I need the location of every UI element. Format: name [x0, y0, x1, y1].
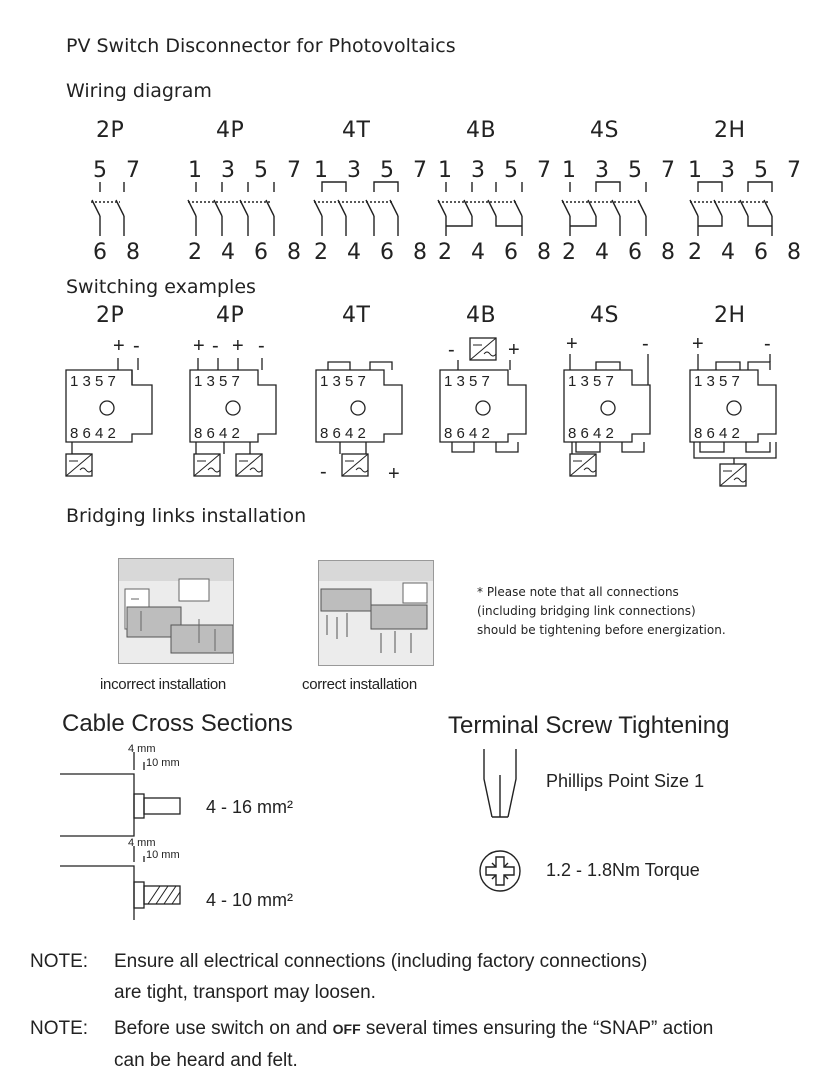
sign-minus-4p-2: -	[258, 335, 265, 357]
sign-plus-4p-2: +	[232, 335, 244, 357]
wiring-bottom-4t: 2 4 6 8	[314, 240, 433, 265]
note-2-label: NOTE:	[30, 1018, 89, 1039]
sign-minus-2p: -	[133, 335, 140, 357]
incorrect-installation-caption: incorrect installation	[100, 676, 226, 693]
screw-heading: Terminal Screw Tightening	[448, 712, 730, 739]
wiring-bottom-2p: 6 8	[93, 240, 146, 265]
switching-label-4t: 4T	[342, 303, 371, 328]
dim-10mm-top: 10 mm	[146, 757, 180, 769]
bridging-note-line-1: * Please note that all connections	[477, 585, 679, 599]
wiring-top-4s: 1 3 5 7	[562, 158, 681, 183]
box-bottom-4s: 8 6 4 2	[568, 425, 614, 442]
box-bottom-2h: 8 6 4 2	[694, 425, 740, 442]
cable-spec-1: 4 - 16 mm²	[206, 797, 294, 817]
wiring-bottom-2h: 2 4 6 8	[688, 240, 807, 265]
bridging-note-line-3: should be tightening before energization.	[477, 623, 726, 637]
switch-boxes	[66, 362, 776, 464]
sign-minus-4t: -	[320, 461, 327, 483]
wiring-switch-symbols	[0, 180, 828, 240]
sign-plus-4s: +	[566, 333, 578, 355]
incorrect-installation-photo	[118, 558, 234, 664]
box-top-2h: 1 3 5 7	[694, 373, 740, 390]
sign-plus-4b: +	[508, 339, 520, 361]
switching-label-2h: 2H	[714, 303, 746, 328]
box-top-4s: 1 3 5 7	[568, 373, 614, 390]
box-bottom-2p: 8 6 4 2	[70, 425, 116, 442]
cable-spec-2: 4 - 10 mm²	[206, 890, 294, 910]
page-title: PV Switch Disconnector for Photovoltaics	[66, 35, 456, 57]
note-1-body	[114, 946, 647, 1008]
switching-label-4b: 4B	[466, 303, 497, 328]
note-2	[30, 1013, 88, 1044]
wiring-label-2p: 2P	[96, 118, 125, 143]
wiring-label-4b: 4B	[466, 118, 497, 143]
wiring-heading: Wiring diagram	[66, 80, 212, 102]
screw-diagram	[470, 745, 530, 905]
switch-2p	[91, 182, 124, 236]
wiring-top-4p: 1 3 5 7	[188, 158, 307, 183]
cable-heading: Cable Cross Sections	[62, 710, 293, 737]
switching-heading: Switching examples	[66, 276, 256, 298]
bridging-heading: Bridging links installation	[66, 505, 307, 527]
switch-4p	[188, 182, 274, 236]
wiring-bottom-4b: 2 4 6 8	[438, 240, 557, 265]
box-bottom-4p: 8 6 4 2	[194, 425, 240, 442]
phillips-screwdriver-icon	[484, 749, 516, 817]
wiring-top-2p: 5 7	[93, 158, 146, 183]
box-top-4p: 1 3 5 7	[194, 373, 240, 390]
sign-minus-4p-1: -	[212, 335, 219, 357]
sign-minus-4b: -	[448, 339, 455, 361]
wiring-bottom-4p: 2 4 6 8	[188, 240, 307, 265]
torque-text: 1.2 - 1.8Nm Torque	[546, 860, 700, 880]
switch-4s	[562, 182, 646, 236]
correct-installation-photo	[318, 560, 434, 666]
sign-plus-2h: +	[692, 333, 704, 355]
note-1-label: NOTE:	[30, 951, 89, 972]
note-1	[30, 946, 88, 977]
bridging-note	[477, 583, 726, 640]
pv-panel-icons	[66, 338, 746, 486]
sign-minus-2h: -	[764, 333, 771, 355]
wiring-label-4s: 4S	[590, 118, 619, 143]
sign-plus-2p: +	[113, 335, 125, 357]
phillips-size-text: Phillips Point Size 1	[546, 771, 705, 791]
switching-label-4s: 4S	[590, 303, 619, 328]
sign-plus-4t: +	[388, 463, 400, 485]
wiring-label-2h: 2H	[714, 118, 746, 143]
note-2-body	[114, 1013, 713, 1076]
note-1-line-2: are tight, transport may loosen.	[114, 982, 376, 1003]
switching-label-2p: 2P	[96, 303, 125, 328]
switch-2h	[690, 182, 772, 236]
phillips-screw-head-icon	[480, 851, 520, 891]
sign-plus-4p-1: +	[193, 335, 205, 357]
wiring-top-4b: 1 3 5 7	[438, 158, 557, 183]
note-2-line-2: can be heard and felt.	[114, 1050, 298, 1071]
off-keyword: OFF	[332, 1021, 361, 1037]
note-2-line-1-a: Before use switch on and	[114, 1018, 328, 1039]
bridging-note-line-2: (including bridging link connections)	[477, 604, 696, 618]
switching-label-4p: 4P	[216, 303, 245, 328]
box-top-2p: 1 3 5 7	[70, 373, 116, 390]
wiring-top-2h: 1 3 5 7	[688, 158, 807, 183]
wiring-label-4p: 4P	[216, 118, 245, 143]
note-2-line-1	[114, 1013, 713, 1045]
box-top-4b: 1 3 5 7	[444, 373, 490, 390]
note-1-line-1: Ensure all electrical connections (including factory connections)	[114, 951, 648, 972]
switch-4b	[438, 182, 522, 236]
sign-minus-4s: -	[642, 333, 649, 355]
wiring-top-4t: 1 3 5 7	[314, 158, 433, 183]
box-top-4t: 1 3 5 7	[320, 373, 366, 390]
correct-installation-caption: correct installation	[302, 676, 417, 693]
note-2-line-1-c: several times ensuring the “SNAP” action	[365, 1018, 714, 1039]
switching-examples-diagram	[0, 330, 828, 495]
box-bottom-4t: 8 6 4 2	[320, 425, 366, 442]
dim-4mm-bottom: 4 mm	[128, 837, 156, 849]
dim-10mm-bottom: 10 mm	[146, 849, 180, 861]
dim-4mm-top: 4 mm	[128, 743, 156, 755]
wiring-bottom-4s: 2 4 6 8	[562, 240, 681, 265]
box-bottom-4b: 8 6 4 2	[444, 425, 490, 442]
switch-4t	[314, 182, 398, 236]
wiring-label-4t: 4T	[342, 118, 371, 143]
